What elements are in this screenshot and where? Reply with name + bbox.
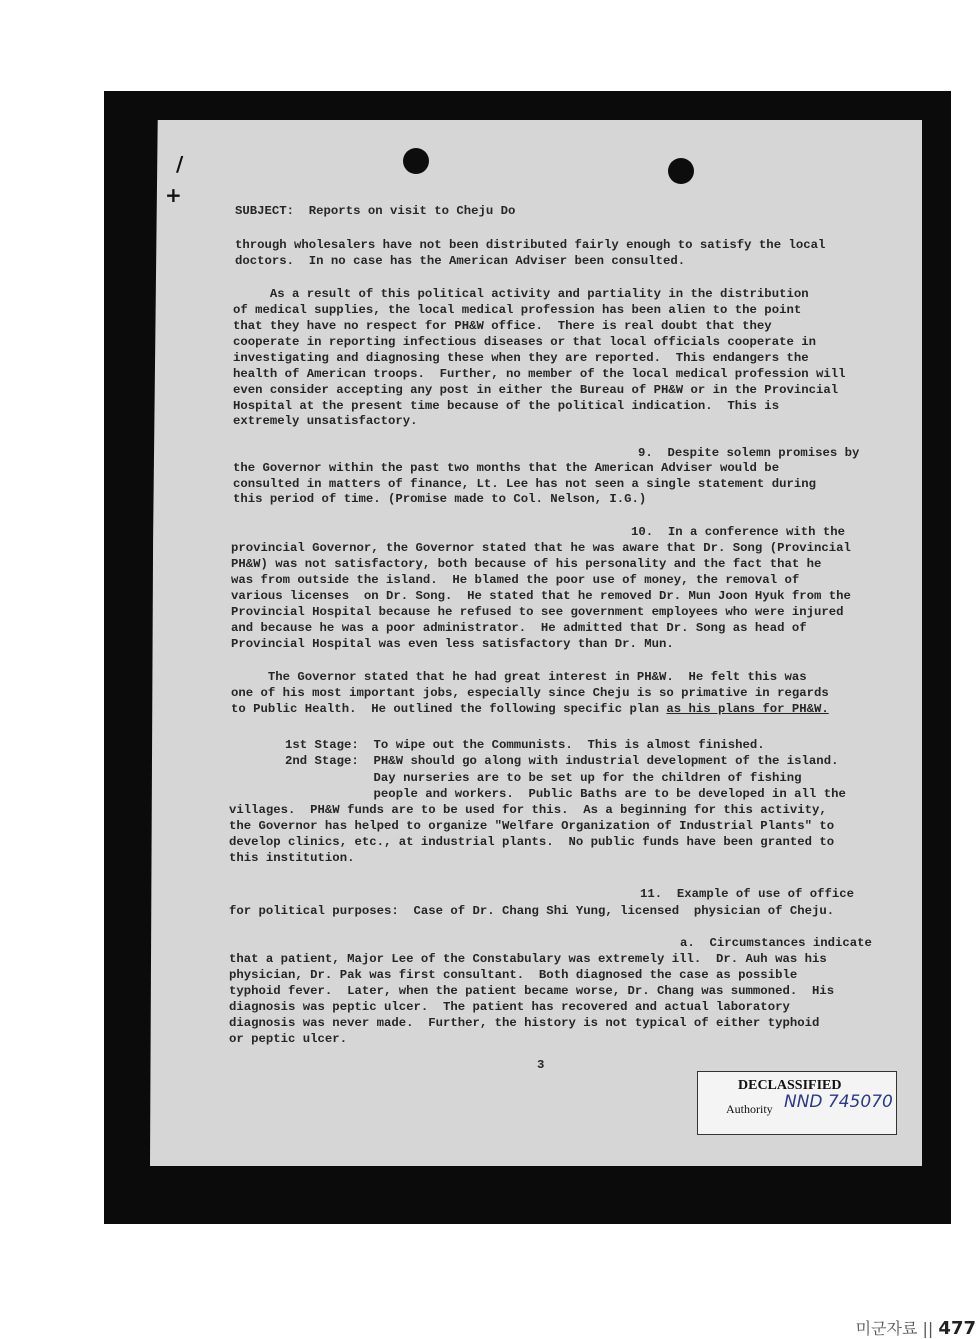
text-line: doctors. In no case has the American Adviser been consulted.	[235, 254, 686, 268]
underlined-phrase: as his plans for PH&W.	[666, 702, 829, 716]
text-line: even consider accepting any post in either the Bureau of PH&W or in the Provincial	[233, 383, 839, 397]
text-line: was from outside the island. He blamed the poor use of money, the removal of	[231, 573, 800, 587]
punch-hole-left	[403, 148, 429, 174]
margin-mark: /	[176, 152, 184, 176]
text-line: Hospital at the present time because of the political indication. This is	[233, 399, 780, 413]
stamp-authority-number: NND 745070	[784, 1092, 893, 1112]
text-line: and because he was a poor administrator. He admitted that Dr. Song as head of	[231, 621, 807, 635]
text-line: PH&W) was not satisfactory, both because of his personality and the fact that he	[231, 557, 822, 571]
text-line: physician, Dr. Pak was first consultant. Both diagnosed the case as possible	[229, 968, 798, 982]
subject-line: SUBJECT: Reports on visit to Cheju Do	[235, 204, 516, 218]
text-line: that they have no respect for PH&W office. There is real doubt that they	[233, 319, 772, 333]
text-line: The Governor stated that he had great interest in PH&W. He felt this was	[231, 670, 807, 684]
text-line: diagnosis was never made. Further, the history is not typical of either typhoid	[229, 1016, 820, 1030]
margin-mark: +	[165, 183, 182, 207]
declassified-stamp	[697, 1071, 897, 1135]
paragraph-10-heading: 10. In a conference with the	[631, 525, 846, 539]
stamp-authority-label: Authority	[726, 1102, 773, 1116]
text-line: villages. PH&W funds are to be used for this. As a beginning for this activity,	[229, 803, 827, 817]
text-line: develop clinics, etc., at industrial plants. No public funds have been granted to	[229, 835, 835, 849]
text-line: this period of time. (Promise made to Col. Nelson, I.G.)	[233, 492, 647, 506]
footer-label: 미군자료 ||	[855, 1319, 934, 1338]
text-line: people and workers. Public Baths are to be developed in all the	[285, 787, 846, 801]
text-line: one of his most important jobs, especially since Cheju is so primative in regards	[231, 686, 829, 700]
stage-2-line: 2nd Stage: PH&W should go along with industrial development of the island.	[285, 754, 839, 768]
text-line: or peptic ulcer.	[229, 1032, 348, 1046]
text-line: the Governor has helped to organize "Welfare Organization of Industrial Plants" to	[229, 819, 835, 833]
paragraph-9-heading: 9. Despite solemn promises by	[638, 446, 860, 460]
text-line: health of American troops. Further, no member of the local medical profession will	[233, 367, 846, 381]
text-line-start: to Public Health. He outlined the following specific plan	[231, 702, 667, 716]
text-line: this institution.	[229, 851, 355, 865]
text-line	[231, 702, 829, 717]
text-line: the Governor within the past two months that the American Adviser would be	[233, 461, 780, 475]
footer-page-number: 477	[938, 1318, 976, 1339]
stamp-title: DECLASSIFIED	[738, 1078, 842, 1093]
punch-hole-right	[668, 158, 694, 184]
paragraph-11-heading: 11. Example of use of office	[640, 887, 855, 901]
text-line: cooperate in reporting infectious diseases or that local officials cooperate in	[233, 335, 816, 349]
text-line: consulted in matters of finance, Lt. Lee has not seen a single statement during	[233, 477, 816, 491]
text-line: that a patient, Major Lee of the Constabulary was extremely ill. Dr. Auh was his	[229, 952, 827, 966]
text-line: through wholesalers have not been distributed fairly enough to satisfy the local	[235, 238, 826, 252]
text-line: for political purposes: Case of Dr. Chang Shi Yung, licensed physician of Cheju.	[229, 904, 835, 918]
text-line: investigating and diagnosing these when they are reported. This endangers the	[233, 351, 809, 365]
text-line: provincial Governor, the Governor stated that he was aware that Dr. Song (Provincial	[231, 541, 851, 555]
text-line: typhoid fever. Later, when the patient became worse, Dr. Chang was summoned. His	[229, 984, 835, 998]
text-line: various licenses on Dr. Song. He stated that he removed Dr. Mun Joon Hyuk from the	[231, 589, 851, 603]
stage-1-line: 1st Stage: To wipe out the Communists. This is almost finished.	[285, 738, 765, 752]
text-line: of medical supplies, the local medical profession has been alien to the point	[233, 303, 802, 317]
text-line: As a result of this political activity and partiality in the distribution	[233, 287, 809, 301]
page-number: 3	[537, 1058, 545, 1072]
text-line: Provincial Hospital because he refused to see government employees who were injured	[231, 605, 844, 619]
text-line: diagnosis was peptic ulcer. The patient has recovered and actual laboratory	[229, 1000, 790, 1014]
text-line: extremely unsatisfactory.	[233, 414, 418, 428]
text-line: Provincial Hospital was even less satisfactory than Dr. Mun.	[231, 637, 674, 651]
paragraph-a-heading: a. Circumstances indicate	[680, 936, 872, 950]
text-line: Day nurseries are to be set up for the children of fishing	[285, 771, 802, 785]
